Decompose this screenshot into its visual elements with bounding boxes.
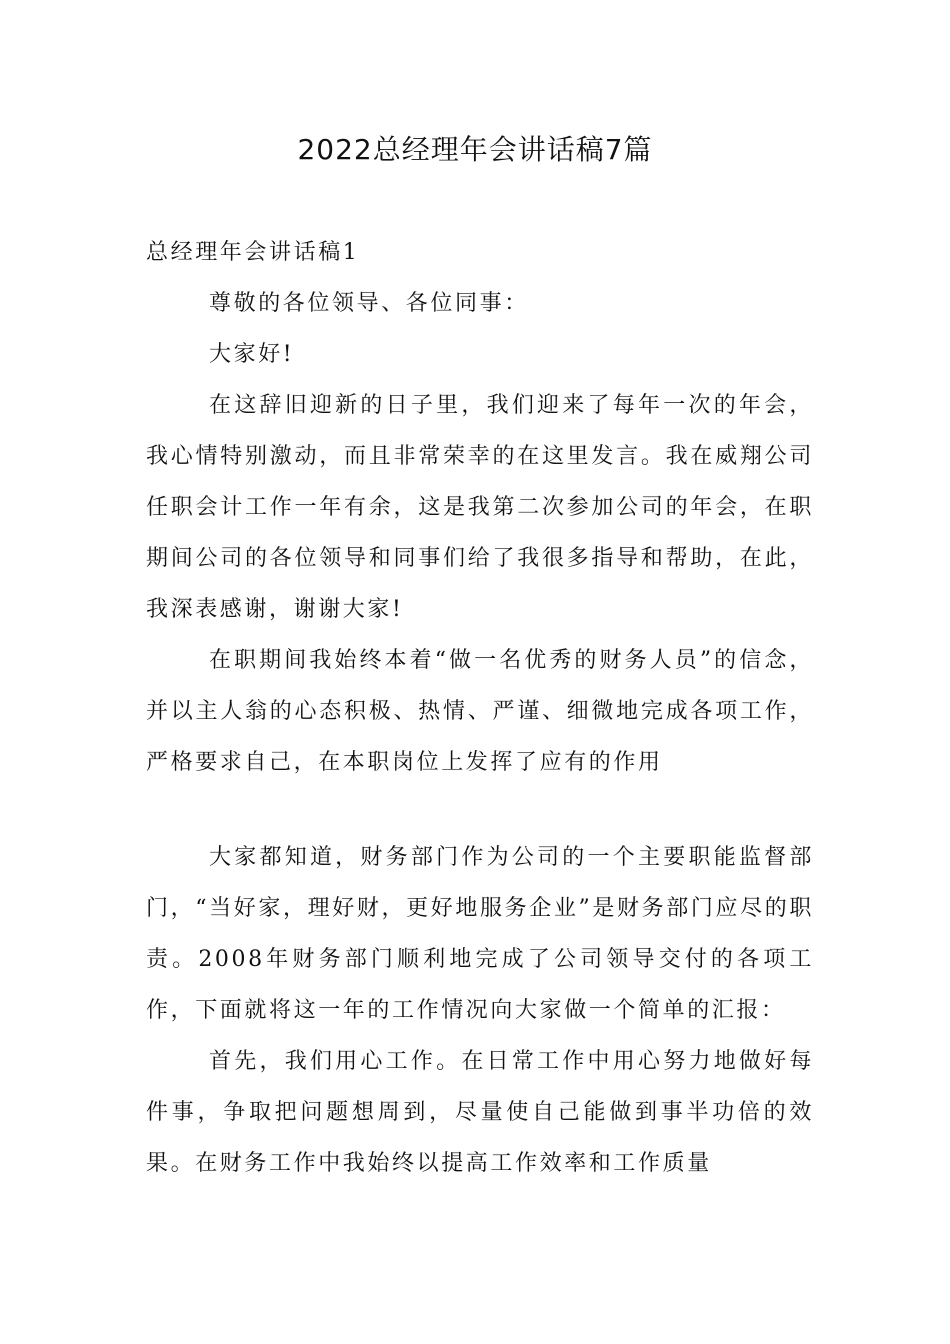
salutation: 尊敬的各位领导、各位同事： [209, 291, 529, 316]
document-body [146, 226, 814, 1189]
paragraph: 在职期间我始终本着“做一名优秀的财务人员”的信念，并以主人翁的心态积极、热情、严谨、细微地完成各项工作，严格要求自己，在本职岗位上发挥了应有的作用 [146, 648, 814, 775]
greeting: 大家好! [209, 342, 295, 367]
document-title: 2022总经理年会讲话稿7篇 [297, 133, 653, 166]
paragraph: 首先，我们用心工作。在日常工作中用心努力地做好每件事，争取把问题想周到，尽量使自己能做到事半功倍的效果。在财务工作中我始终以提高工作效率和工作质量 [146, 1049, 814, 1176]
paragraph-gap [146, 788, 814, 832]
paragraph: 在这辞旧迎新的日子里，我们迎来了每年一次的年会，我心情特别激动，而且非常荣幸的在这里发言。我在威翔公司任职会计工作一年有余，这是我第二次参加公司的年会，在职期间公司的各位领导和同事们给了我很多指导和帮助，在此，我深表感谢，谢谢大家! [146, 393, 814, 622]
paragraph: 大家都知道，财务部门作为公司的一个主要职能监督部门，“当好家，理好财，更好地服务企业”是财务部门应尽的职责。2008年财务部门顺利地完成了公司领导交付的各项工作，下面就将这一年的工作情况向大家做一个简单的汇报： [146, 845, 814, 1023]
section-heading: 总经理年会讲话稿1 [146, 240, 360, 265]
